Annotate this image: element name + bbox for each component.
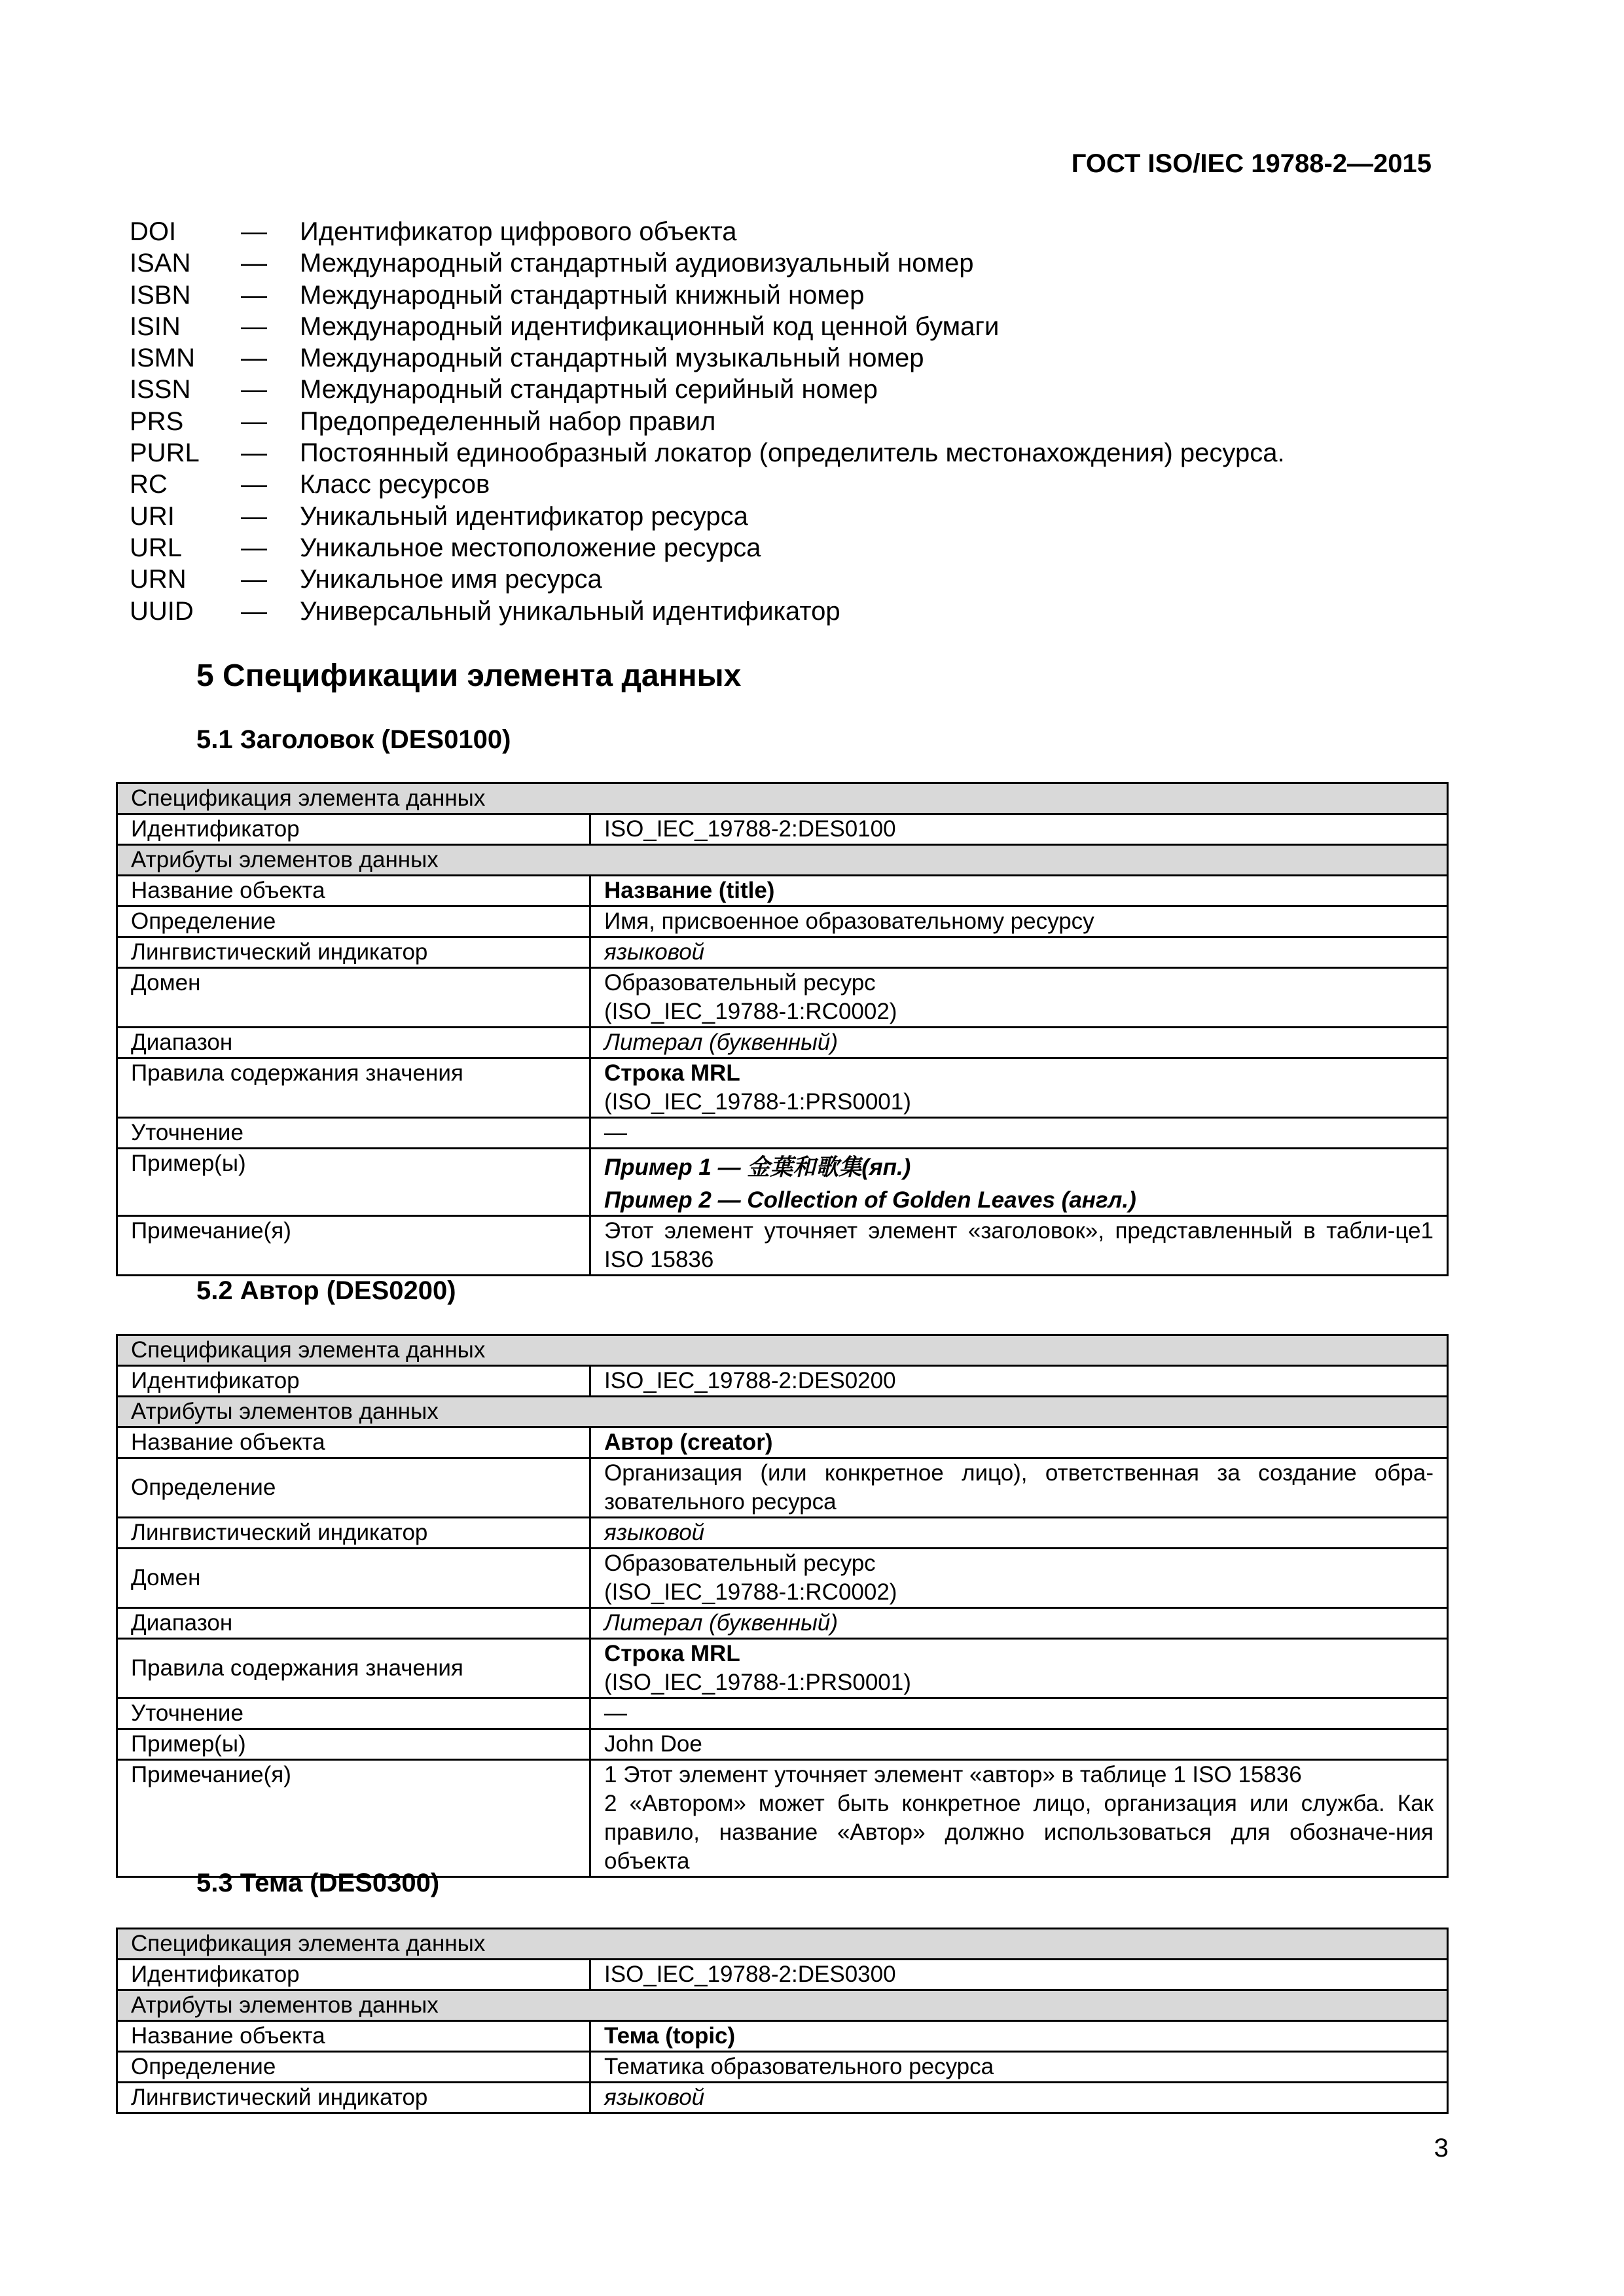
subsection-heading-5-1: 5.1 Заголовок (DES0100) (196, 725, 511, 754)
abbreviation-code: ISBN (130, 280, 191, 310)
label-examples: Пример(ы) (117, 1149, 590, 1216)
label-definition: Определение (117, 906, 590, 937)
abbreviation-code: ISMN (130, 344, 195, 373)
attributes-header: Атрибуты элементов данных (117, 1397, 1448, 1427)
label-identifier: Идентификатор (117, 1366, 590, 1397)
label-identifier: Идентификатор (117, 1960, 590, 1990)
domain-line-1: Образовательный ресурс (604, 970, 876, 996)
domain-line-1: Образовательный ресурс (604, 1551, 876, 1576)
subsection-heading-5-2: 5.2 Автор (DES0200) (196, 1276, 456, 1305)
abbreviation-dash: — (241, 470, 267, 499)
domain-line-2: (ISO_IEC_19788-1:RC0002) (604, 1579, 897, 1605)
abbreviation-code: URN (130, 565, 187, 594)
value-identifier: ISO_IEC_19788-2:DES0300 (590, 1960, 1448, 1990)
label-refinement: Уточнение (117, 1118, 590, 1149)
abbreviation-code: UUID (130, 596, 194, 626)
value-definition: Имя, присвоенное образовательному ресурсу (590, 906, 1448, 937)
abbreviation-code: ISSN (130, 375, 191, 404)
value-rules (590, 1639, 1448, 1698)
value-definition: Тематика образовательного ресурса (590, 2052, 1448, 2083)
spec-table-des0300 (116, 1928, 1449, 2114)
value-range: Литерал (буквенный) (590, 1608, 1448, 1639)
abbreviation-code: PRS (130, 406, 184, 436)
value-rules (590, 1058, 1448, 1118)
value-refinement: — (590, 1698, 1448, 1729)
abbreviation-code: ISIN (130, 312, 181, 341)
abbreviation-description: Международный идентификационный код ценной бумаги (300, 312, 1000, 341)
label-object-name: Название объекта (117, 876, 590, 906)
label-rules: Правила содержания значения (117, 1639, 590, 1698)
example-1: Пример 1 — 金葉和歌集(яп.) (604, 1155, 911, 1180)
value-ling: языковой (590, 1518, 1448, 1549)
abbreviation-dash: — (241, 249, 267, 278)
abbreviation-dash: — (241, 406, 267, 436)
abbreviation-dash: — (241, 565, 267, 594)
attributes-header: Атрибуты элементов данных (117, 845, 1448, 876)
abbreviation-description: Уникальный идентификатор ресурса (300, 501, 748, 531)
value-object-name: Название (title) (590, 876, 1448, 906)
value-refinement: — (590, 1118, 1448, 1149)
rules-line-2: (ISO_IEC_19788-1:PRS0001) (604, 1089, 911, 1115)
spec-table-des0100 (116, 782, 1449, 1276)
abbreviation-description: Постоянный единообразный локатор (определитель местонахождения) ресурса. (300, 439, 1285, 468)
value-domain (590, 1549, 1448, 1608)
label-notes: Примечание(я) (117, 1216, 590, 1276)
abbreviation-dash: — (241, 375, 267, 404)
label-identifier: Идентификатор (117, 814, 590, 845)
label-domain: Домен (117, 968, 590, 1028)
value-identifier: ISO_IEC_19788-2:DES0200 (590, 1366, 1448, 1397)
abbreviation-description: Международный стандартный серийный номер (300, 375, 878, 404)
value-identifier: ISO_IEC_19788-2:DES0100 (590, 814, 1448, 845)
abbreviation-description: Уникальное имя ресурса (300, 565, 602, 594)
abbreviation-description: Идентификатор цифрового объекта (300, 217, 737, 246)
abbreviation-dash: — (241, 533, 267, 562)
abbreviation-description: Международный стандартный книжный номер (300, 280, 865, 310)
value-definition: Организация (или конкретное лицо), ответственная за создание обра-зовательного ресурса (590, 1458, 1448, 1518)
abbreviation-description: Уникальное местоположение ресурса (300, 533, 761, 562)
label-refinement: Уточнение (117, 1698, 590, 1729)
abbreviation-description: Международный стандартный музыкальный номер (300, 344, 924, 373)
label-range: Диапазон (117, 1608, 590, 1639)
label-object-name: Название объекта (117, 1427, 590, 1458)
label-object-name: Название объекта (117, 2021, 590, 2052)
value-object-name: Автор (creator) (590, 1427, 1448, 1458)
abbreviation-code: PURL (130, 439, 200, 468)
document-header: ГОСТ ISO/IEC 19788-2—2015 (1071, 149, 1432, 178)
value-ling: языковой (590, 937, 1448, 968)
label-ling: Лингвистический индикатор (117, 2083, 590, 2113)
example-2: Пример 2 — Collection of Golden Leaves (англ.) (604, 1187, 1136, 1213)
label-definition: Определение (117, 1458, 590, 1518)
abbreviation-dash: — (241, 280, 267, 310)
abbreviation-code: URL (130, 533, 183, 562)
label-notes: Примечание(я) (117, 1760, 590, 1877)
abbreviation-description: Международный стандартный аудиовизуальный номер (300, 249, 974, 278)
abbreviation-dash: — (241, 501, 267, 531)
label-domain: Домен (117, 1549, 590, 1608)
abbreviation-code: URI (130, 501, 175, 531)
label-rules: Правила содержания значения (117, 1058, 590, 1118)
attributes-header: Атрибуты элементов данных (117, 1990, 1448, 2021)
label-range: Диапазон (117, 1028, 590, 1058)
rules-line-1: Строка MRL (604, 1060, 740, 1086)
abbreviation-dash: — (241, 596, 267, 626)
abbreviation-dash: — (241, 344, 267, 373)
spec-header: Спецификация элемента данных (117, 783, 1448, 814)
rules-line-2: (ISO_IEC_19788-1:PRS0001) (604, 1670, 911, 1695)
label-examples: Пример(ы) (117, 1729, 590, 1760)
rules-line-1: Строка MRL (604, 1641, 740, 1666)
abbreviation-description: Универсальный уникальный идентификатор (300, 596, 840, 626)
abbreviation-code: DOI (130, 217, 177, 246)
section-title: 5 Спецификации элемента данных (196, 658, 742, 693)
spec-header: Спецификация элемента данных (117, 1929, 1448, 1960)
value-range: Литерал (буквенный) (590, 1028, 1448, 1058)
page-number: 3 (1434, 2134, 1449, 2162)
spec-header: Спецификация элемента данных (117, 1335, 1448, 1366)
value-ling: языковой (590, 2083, 1448, 2113)
abbreviation-dash: — (241, 217, 267, 246)
abbreviation-description: Предопределенный набор правил (300, 406, 716, 436)
label-definition: Определение (117, 2052, 590, 2083)
abbreviation-dash: — (241, 439, 267, 468)
domain-line-2: (ISO_IEC_19788-1:RC0002) (604, 999, 897, 1024)
value-examples: John Doe (590, 1729, 1448, 1760)
abbreviation-dash: — (241, 312, 267, 341)
note-1: 1 Этот элемент уточняет элемент «автор» в таблице 1 ISO 15836 (604, 1762, 1302, 1787)
label-ling: Лингвистический индикатор (117, 1518, 590, 1549)
value-examples (590, 1149, 1448, 1216)
abbreviation-code: ISAN (130, 249, 191, 278)
value-notes (590, 1760, 1448, 1877)
abbreviation-code: RC (130, 470, 168, 499)
spec-table-des0200 (116, 1334, 1449, 1878)
note-2: 2 «Автором» может быть конкретное лицо, организация или служба. Как правило, название «Автор» должно использоваться для обозначе-ния объекта (604, 1791, 1434, 1874)
value-object-name: Тема (topic) (590, 2021, 1448, 2052)
label-ling: Лингвистический индикатор (117, 937, 590, 968)
subsection-heading-5-3: 5.3 Тема (DES0300) (196, 1869, 440, 1897)
value-domain (590, 968, 1448, 1028)
abbreviation-description: Класс ресурсов (300, 470, 490, 499)
value-notes: Этот элемент уточняет элемент «заголовок», представленный в табли-це1 ISO 15836 (590, 1216, 1448, 1276)
